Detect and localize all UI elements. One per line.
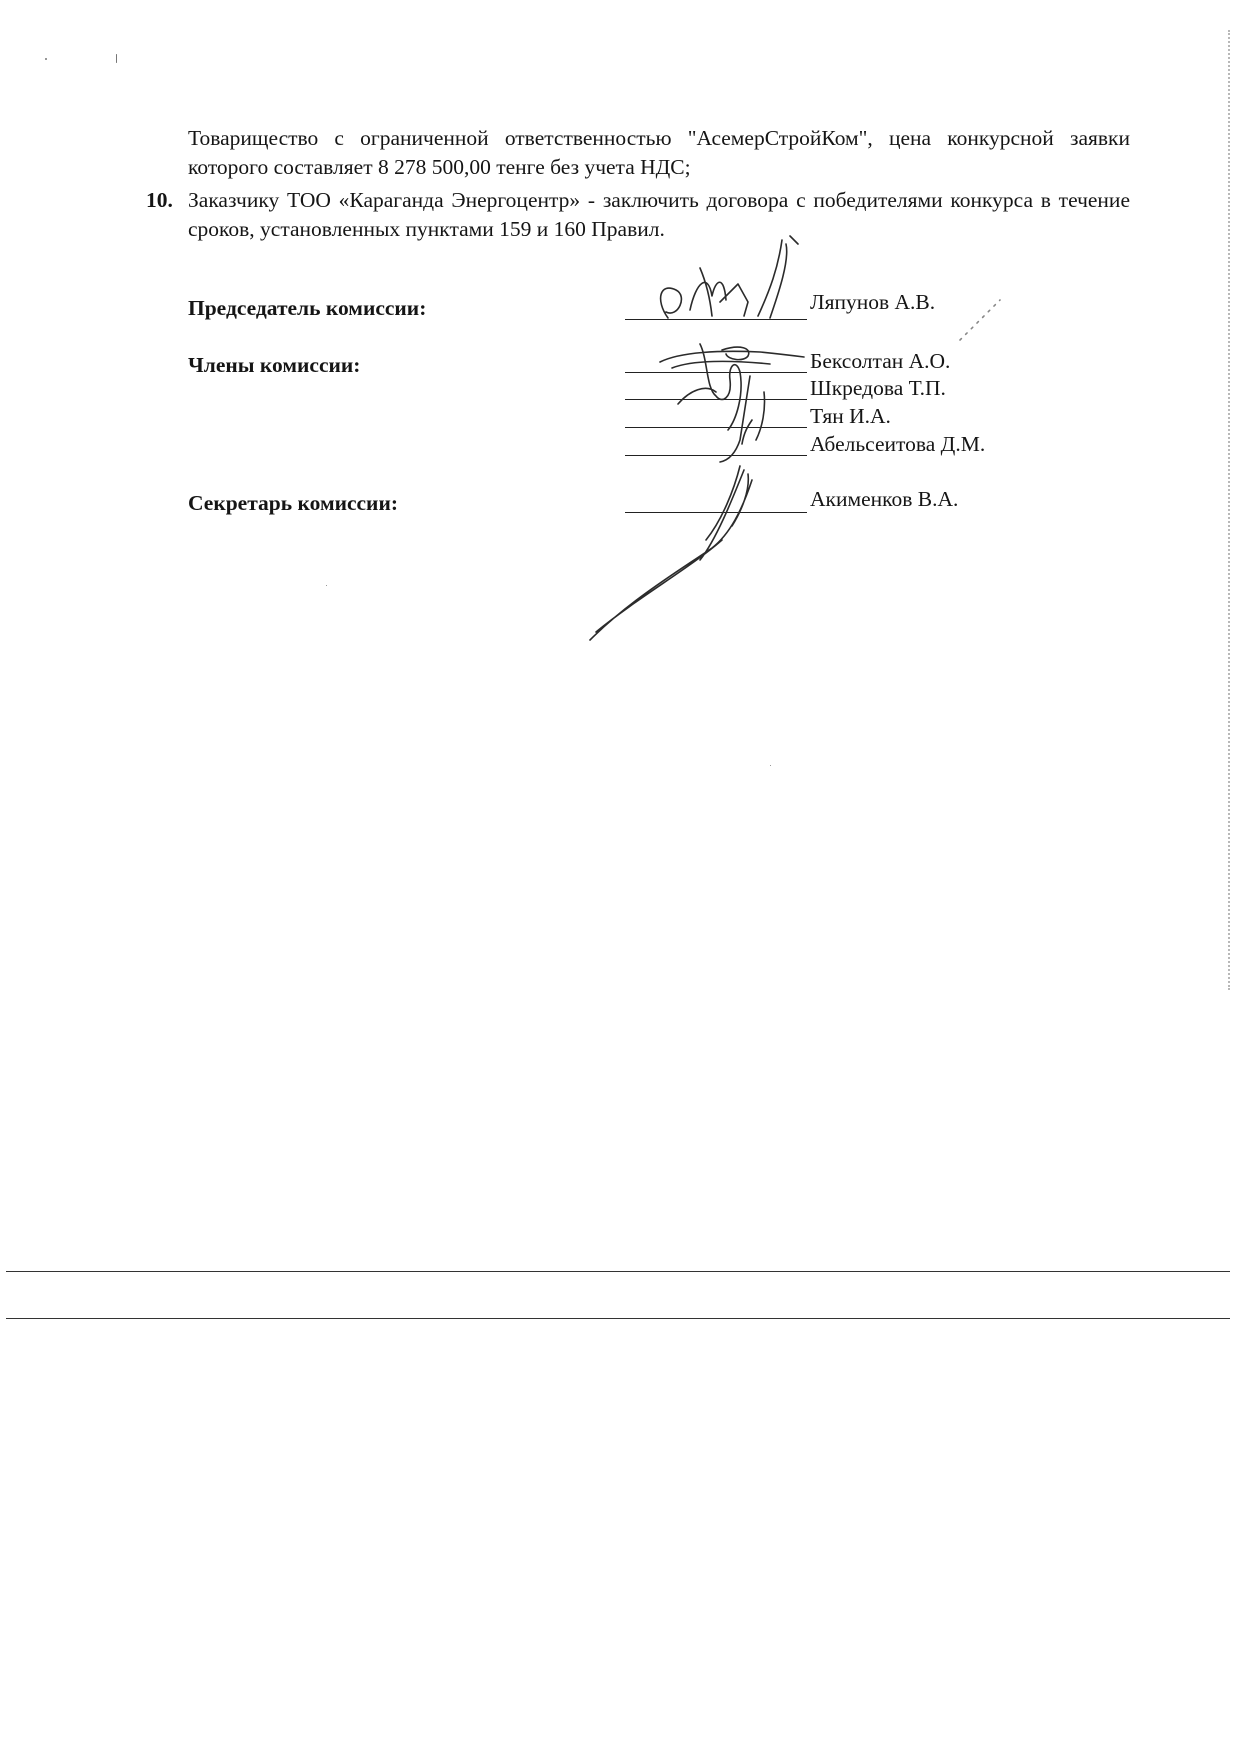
divider-line xyxy=(6,1318,1230,1319)
member-name: Бексолтан А.О. xyxy=(810,349,951,373)
item-10-number: 10. xyxy=(146,188,173,212)
divider-line xyxy=(6,1271,1230,1272)
member-name: Шкредова Т.П. xyxy=(810,376,946,400)
member-name: Тян И.А. xyxy=(810,404,891,428)
members-label: Члены комиссии: xyxy=(188,353,361,377)
chairman-name: Ляпунов А.В. xyxy=(810,290,936,314)
secretary-signature xyxy=(590,466,752,640)
continuation-paragraph: Товарищество с ограниченной ответственностью "АсемерСтройКом", цена конкурсной заявки которого составляет 8 278 500,00 тенге без учета НДС; xyxy=(188,126,1130,179)
chairman-label: Председатель комиссии: xyxy=(188,296,427,320)
secretary-name: Акименков В.А. xyxy=(810,487,959,511)
scan-speck xyxy=(770,765,771,766)
secretary-label: Секретарь комиссии: xyxy=(188,491,398,515)
handwritten-signatures xyxy=(0,0,1240,700)
member-signature xyxy=(660,344,804,462)
item-10-text: Заказчику ТОО «Караганда Энергоцентр» - заключить договора с победителями конкурса в течение сроков, установленных пунктами 159 и 160 Правил. xyxy=(188,188,1130,241)
member-name: Абельсеитова Д.М. xyxy=(810,432,986,456)
chairman-signature xyxy=(661,236,798,318)
